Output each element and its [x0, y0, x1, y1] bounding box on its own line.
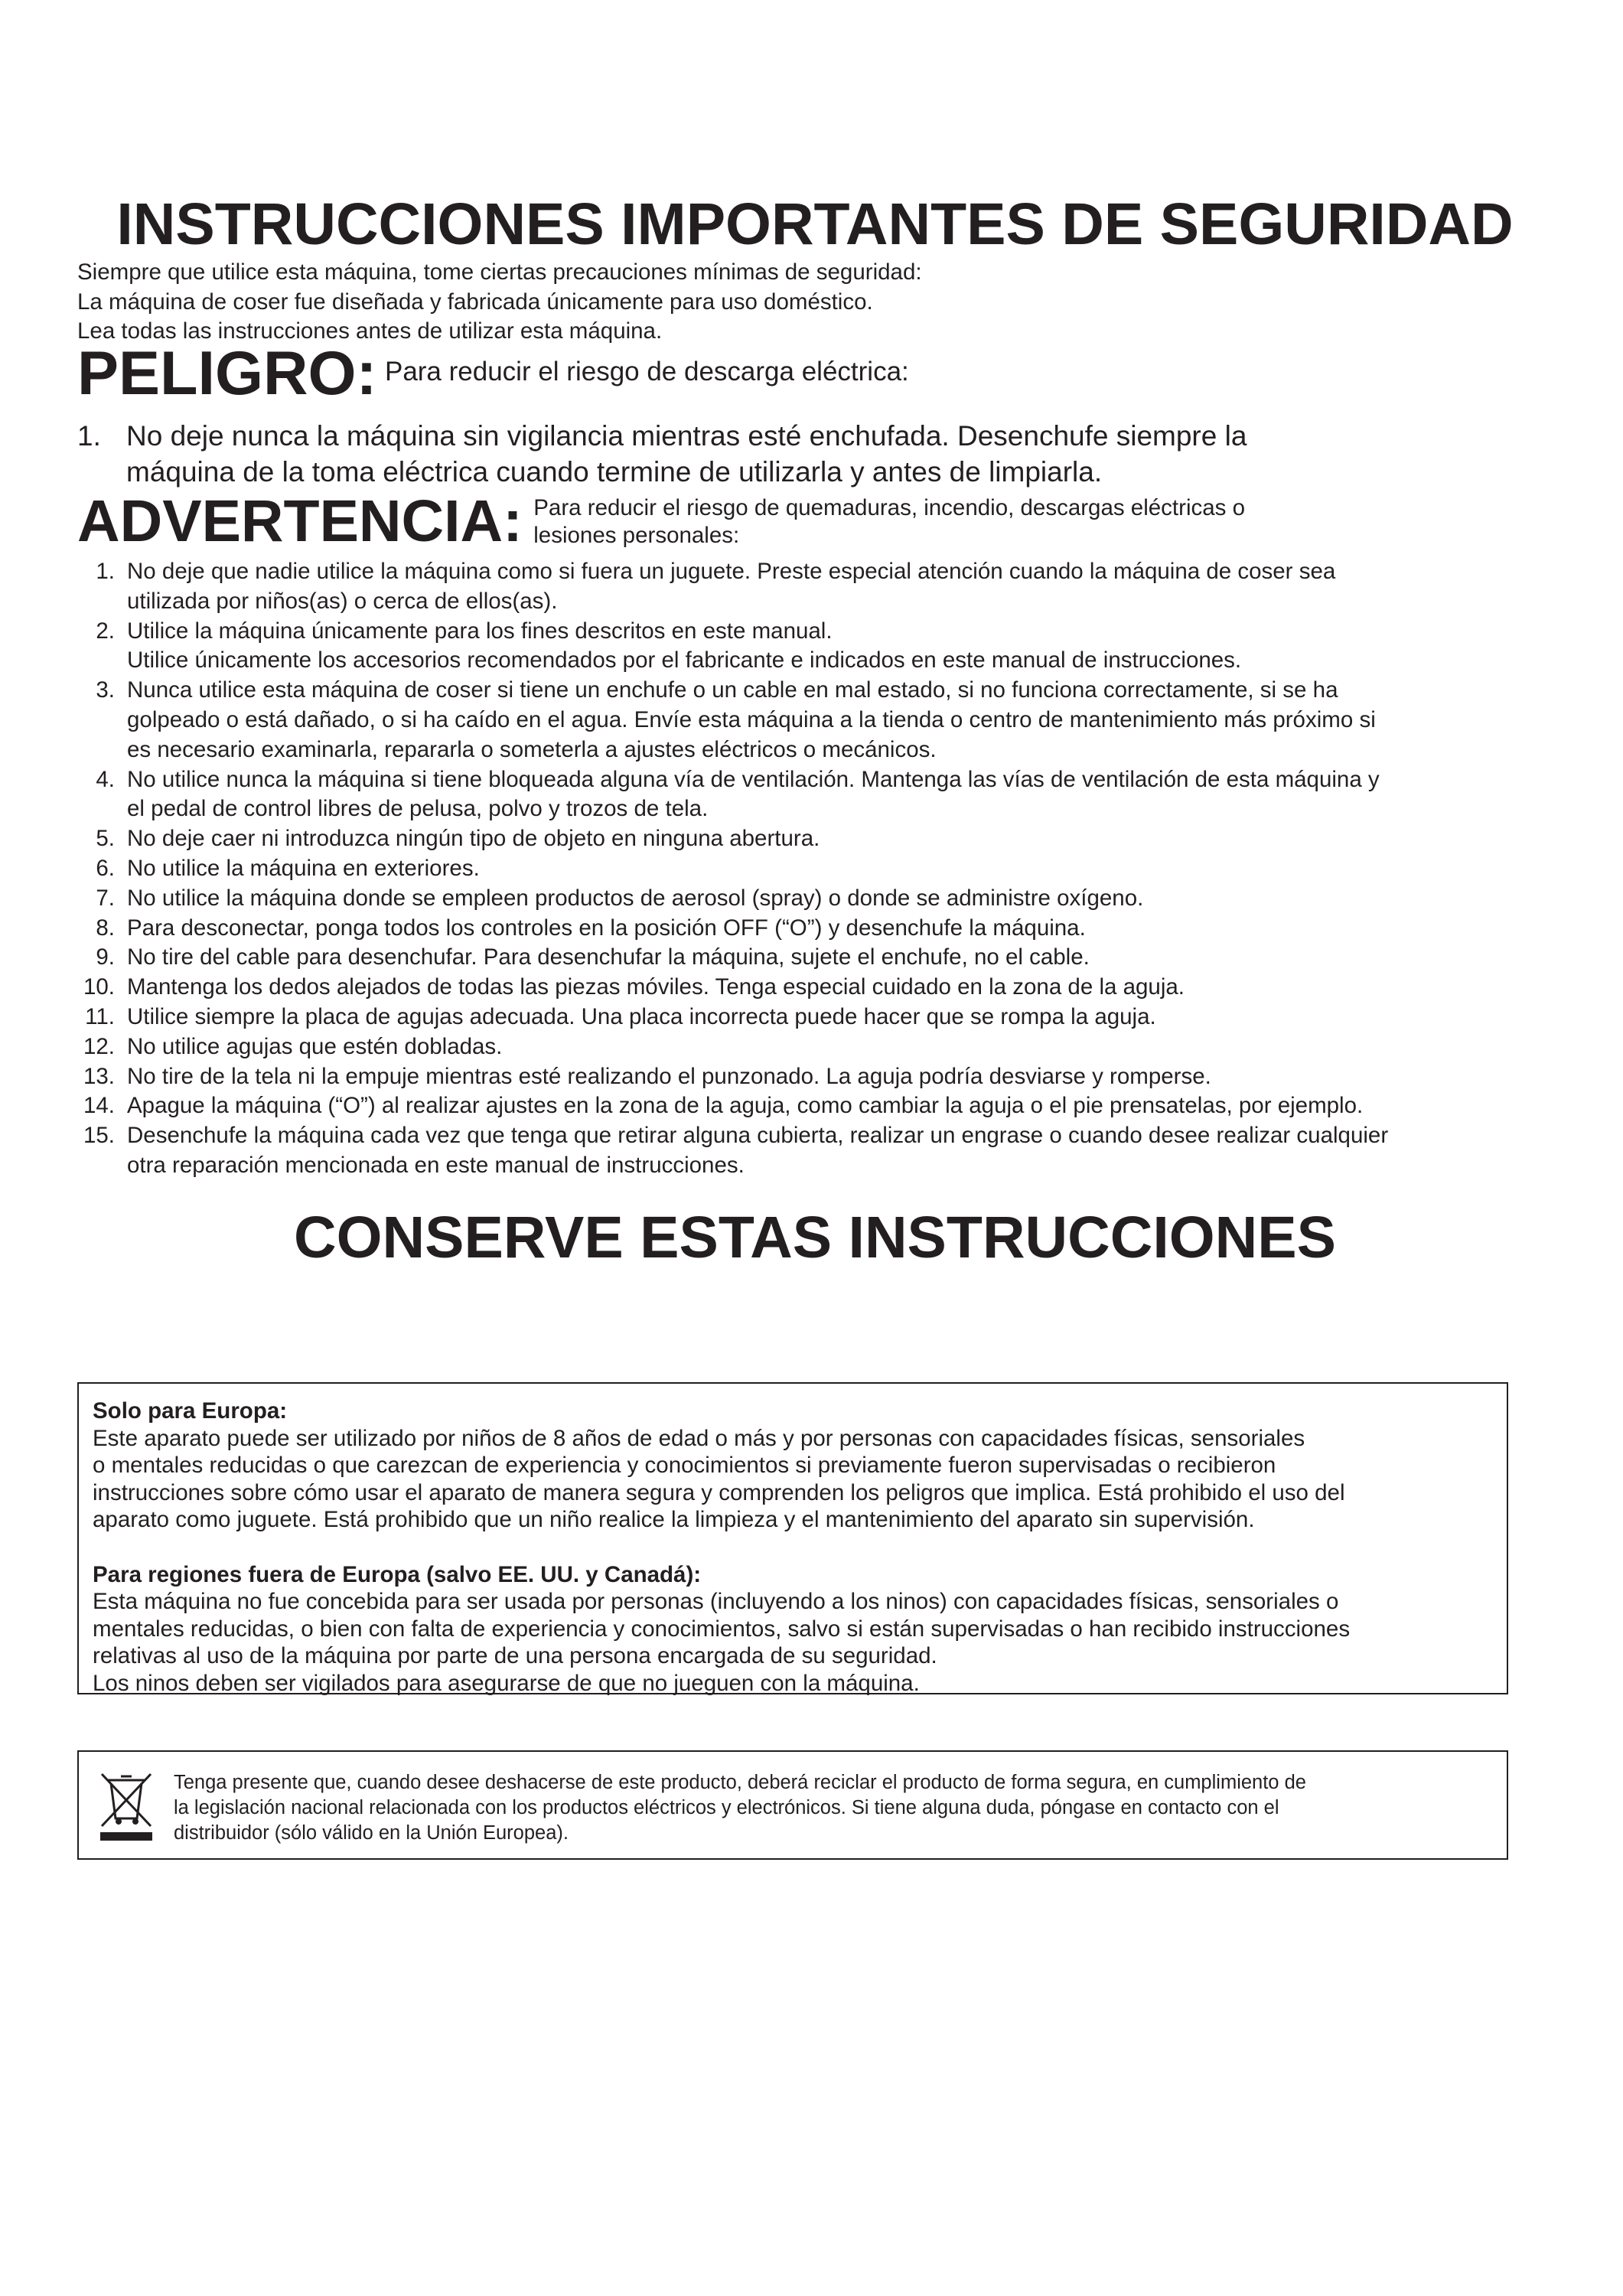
warning-item: [78, 973, 1555, 1003]
warning-item-line: No utilice agujas que estén dobladas.: [127, 1033, 503, 1059]
warning-header: [77, 488, 1245, 555]
warning-item-line: utilizada por niños(as) o cerca de ellos(as).: [127, 588, 558, 614]
warning-subtitle-line: lesiones personales:: [533, 523, 740, 548]
warning-item-number: 3.: [96, 677, 115, 703]
weee-notice-box: [77, 1750, 1508, 1860]
outside-europe-heading: Para regiones fuera de Europa (salvo EE. UU. y Canadá):: [93, 1561, 702, 1587]
warning-item-line: Utilice únicamente los accesorios recomendados por el fabricante e indicados en este manual de instrucciones.: [127, 647, 1242, 673]
warning-item-number: 13.: [83, 1063, 115, 1089]
warning-item-number: 10.: [83, 974, 115, 1000]
warning-item-line: No deje caer ni introduzca ningún tipo de objeto en ninguna abertura.: [127, 826, 820, 852]
danger-item-line: No deje nunca la máquina sin vigilancia mientras esté enchufada. Desenchufe siempre la: [126, 420, 1247, 452]
danger-item-line: máquina de la toma eléctrica cuando termine de utilizarla y antes de limpiarla.: [126, 456, 1103, 488]
warning-item-line: No tire de la tela ni la empuje mientras esté realizando el punzonado. La aguja podría desviarse y romperse.: [127, 1063, 1211, 1089]
warning-item-line: Desenchufe la máquina cada vez que tenga que retirar alguna cubierta, realizar un engrase o cuando desee realizar cualquier: [127, 1123, 1389, 1149]
danger-item: [77, 418, 1247, 490]
warning-item: [78, 943, 1555, 973]
warning-item-line: otra reparación mencionada en este manual de instrucciones.: [127, 1152, 745, 1178]
warning-item-number: 4.: [96, 766, 115, 792]
warning-heading: ADVERTENCIA:: [77, 488, 523, 554]
warning-list: [78, 557, 1555, 1181]
warning-item: [78, 854, 1555, 884]
warning-item: [78, 617, 1555, 677]
warning-item-number: 6.: [96, 855, 115, 881]
warning-item: [78, 1121, 1555, 1181]
weee-line: distribuidor (sólo válido en la Unión Europea).: [174, 1822, 569, 1844]
europe-line: aparato como juguete. Está prohibido que un niño realice la limpieza y el mantenimiento del aparato sin supervisión.: [93, 1507, 1255, 1532]
warning-item: [78, 824, 1555, 854]
warning-item-number: 8.: [96, 915, 115, 941]
weee-text: [174, 1770, 1306, 1846]
warning-item-line: golpeado o está dañado, o si ha caído en el agua. Envíe esta máquina a la tienda o centro de mantenimiento más próximo si: [127, 706, 1376, 732]
warning-item-line: Mantenga los dedos alejados de todas las piezas móviles. Tenga especial cuidado en la zona de la aguja.: [127, 974, 1185, 1000]
danger-header: [77, 339, 909, 408]
danger-subtitle: Para reducir el riesgo de descarga eléctrica:: [384, 357, 909, 386]
warning-item-line: No utilice la máquina donde se empleen productos de aerosol (spray) o donde se administre oxígeno.: [127, 885, 1144, 911]
warning-item: [78, 884, 1555, 914]
warning-item-line: Para desconectar, ponga todos los controles en la posición OFF (“O”) y desenchufe la máquina.: [127, 915, 1086, 941]
warning-item-number: 1.: [96, 559, 115, 584]
page-title: INSTRUCCIONES IMPORTANTES DE SEGURIDAD: [116, 191, 1514, 257]
europe-line: Este aparato puede ser utilizado por niños de 8 años de edad o más y por personas con capacidades físicas, sensoriales: [93, 1425, 1305, 1451]
warning-item: [78, 914, 1555, 944]
warning-item-line: No tire del cable para desenchufar. Para desenchufar la máquina, sujete el enchufe, no el cable.: [127, 944, 1090, 970]
intro-line: La máquina de coser fue diseñada y fabricada únicamente para uso doméstico.: [77, 289, 873, 315]
warning-item: [78, 676, 1555, 765]
warning-item: [78, 557, 1555, 617]
warning-item-number: 7.: [96, 885, 115, 911]
warning-item-number: 14.: [83, 1093, 115, 1119]
save-instructions-title: CONSERVE ESTAS INSTRUCCIONES: [294, 1205, 1336, 1270]
europe-notice-box: [77, 1382, 1508, 1694]
europe-line: o mentales reducidas o que carezcan de experiencia y conocimientos si previamente fueron supervisadas o recibieron: [93, 1453, 1276, 1478]
warning-item-line: Apague la máquina (“O”) al realizar ajustes en la zona de la aguja, como cambiar la aguja o el pie prensatelas, por ejemplo.: [127, 1093, 1364, 1119]
warning-item: [78, 1003, 1555, 1032]
warning-subtitle: [533, 494, 1245, 550]
warning-subtitle-line: Para reducir el riesgo de quemaduras, incendio, descargas eléctricas o: [533, 495, 1246, 520]
weee-line: la legislación nacional relacionada con los productos eléctricos y electrónicos. Si tiene alguna duda, póngase en contacto con el: [174, 1797, 1279, 1818]
warning-item: [78, 1062, 1555, 1092]
outside-europe-line: relativas al uso de la máquina por parte de una persona encargada de su seguridad.: [93, 1643, 937, 1668]
warning-item-line: No deje que nadie utilice la máquina como si fuera un juguete. Preste especial atención cuando la máquina de coser sea: [127, 559, 1336, 584]
warning-item: [78, 1091, 1555, 1121]
intro-paragraph: [77, 258, 922, 347]
europe-line: instrucciones sobre cómo usar el aparato de manera segura y comprenden los peligros que implica. Está prohibido el uso del: [93, 1479, 1345, 1505]
danger-heading: PELIGRO:: [77, 339, 377, 408]
warning-item: [78, 1032, 1555, 1062]
warning-item-line: Utilice siempre la placa de agujas adecuada. Una placa incorrecta puede hacer que se rompa la aguja.: [127, 1003, 1156, 1029]
warning-item-number: 5.: [96, 826, 115, 852]
warning-item-line: Nunca utilice esta máquina de coser si tiene un enchufe o un cable en mal estado, si no funciona correctamente, si se ha: [127, 677, 1338, 703]
weee-line: Tenga presente que, cuando desee deshacerse de este producto, deberá reciclar el producto de forma segura, en cumplimiento de: [174, 1772, 1306, 1793]
intro-line: Lea todas las instrucciones antes de utilizar esta máquina.: [77, 318, 663, 344]
warning-item-line: No utilice nunca la máquina si tiene bloqueada alguna vía de ventilación. Mantenga las vías de ventilación de esta máquina y: [127, 766, 1380, 792]
outside-europe-line: Los ninos deben ser vigilados para asegurarse de que no jueguen con la máquina.: [93, 1670, 920, 1696]
outside-europe-line: Esta máquina no fue concebida para ser usada por personas (incluyendo a los ninos) con capacidades físicas, sensoriales o: [93, 1589, 1339, 1614]
warning-item-line: No utilice la máquina en exteriores.: [127, 855, 480, 881]
danger-item-number: 1.: [77, 420, 101, 452]
warning-item-line: Utilice la máquina únicamente para los fines descritos en este manual.: [127, 618, 833, 644]
europe-heading: Solo para Europa:: [93, 1398, 288, 1424]
intro-line: Siempre que utilice esta máquina, tome ciertas precauciones mínimas de seguridad:: [77, 259, 922, 285]
spacer: [93, 1534, 1493, 1561]
outside-europe-line: mentales reducidas, o bien con falta de experiencia y conocimientos, salvo si están supervisadas o han recibido instrucciones: [93, 1616, 1351, 1642]
crossed-out-wheelie-bin-icon: [96, 1769, 155, 1842]
warning-item-number: 9.: [96, 944, 115, 970]
warning-item-number: 12.: [83, 1033, 115, 1059]
warning-item-number: 15.: [83, 1123, 115, 1149]
warning-item-line: es necesario examinarla, repararla o someterla a ajustes eléctricos o mecánicos.: [127, 736, 937, 762]
danger-list: [77, 418, 1247, 490]
warning-item-number: 2.: [96, 618, 115, 644]
warning-item: [78, 765, 1555, 825]
warning-item-number: 11.: [85, 1003, 115, 1029]
warning-item-line: el pedal de control libres de pelusa, polvo y trozos de tela.: [127, 796, 709, 822]
